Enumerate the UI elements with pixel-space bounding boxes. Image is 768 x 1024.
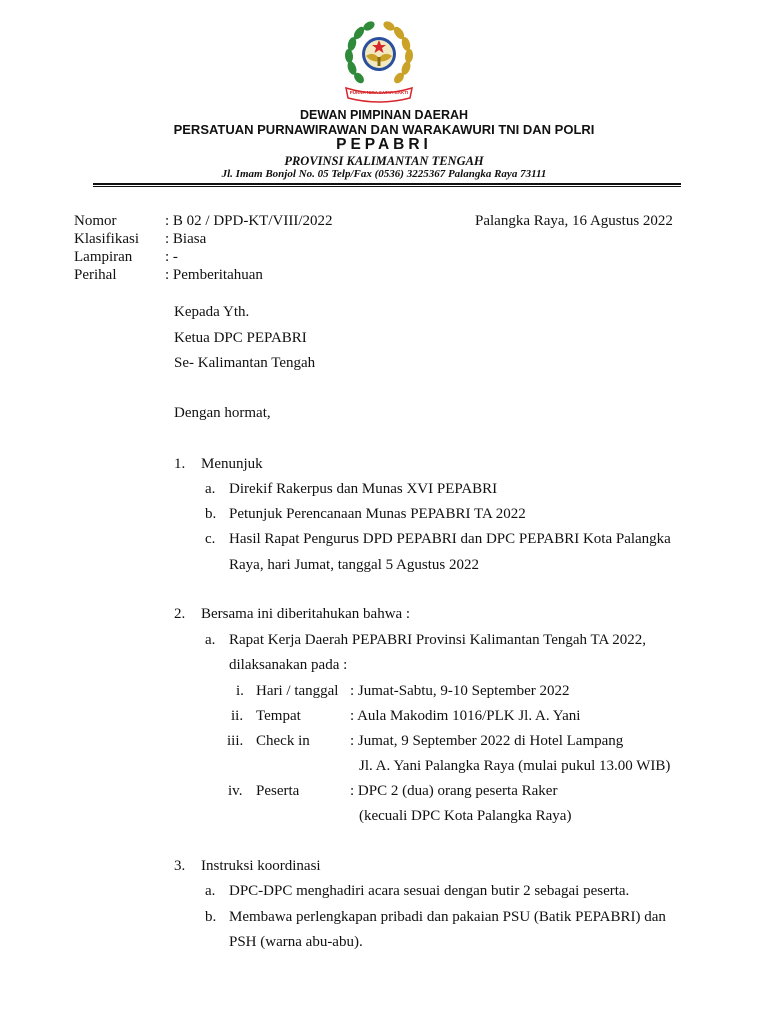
list-marker: b.	[205, 506, 217, 522]
place-date: Palangka Raya, 16 Agustus 2022	[475, 213, 673, 229]
klasifikasi-value: : Biasa	[165, 231, 207, 247]
perihal-value: : Pemberitahuan	[165, 267, 263, 283]
section-1-title: Menunjuk	[201, 456, 263, 472]
letterhead-acronym: PEPABRI	[336, 136, 432, 153]
letterhead-organization: PERSATUAN PURNAWIRAWAN DAN WARAKAWURI TNI DAN POLRI	[173, 122, 595, 137]
detail-marker: iv.	[228, 783, 243, 799]
perihal-label: Perihal	[74, 267, 117, 283]
letterhead-rule-thin	[93, 186, 681, 187]
section-2-title: Bersama ini diberitahukan bahwa :	[201, 606, 411, 622]
letterhead-council: DEWAN PIMPINAN DAERAH	[299, 108, 469, 122]
letterhead-rule-thick	[93, 183, 681, 185]
recipient-line-1: Kepada Yth.	[174, 304, 250, 320]
letterhead-address: Jl. Imam Bonjol No. 05 Telp/Fax (0536) 3225367 Palangka Raya 73111	[221, 168, 547, 180]
detail-label: Tempat	[256, 708, 301, 724]
pepabri-emblem	[338, 18, 420, 104]
detail-continuation: (kecuali DPC Kota Palangka Raya)	[359, 808, 572, 824]
list-marker: c.	[205, 531, 216, 547]
detail-marker: ii.	[231, 708, 244, 724]
lampiran-value: : -	[165, 249, 178, 265]
section-2-number: 2.	[174, 606, 186, 622]
detail-label: Peserta	[256, 783, 300, 799]
list-item-continuation: Raya, hari Jumat, tanggal 5 Agustus 2022	[229, 557, 479, 573]
detail-label: Hari / tanggal	[256, 683, 339, 699]
detail-marker: i.	[236, 683, 244, 699]
list-item: Petunjuk Perencanaan Munas PEPABRI TA 2022	[229, 506, 526, 522]
list-item: Direkif Rakerpus dan Munas XVI PEPABRI	[229, 481, 498, 497]
detail-value: : Jumat, 9 September 2022 di Hotel Lampang	[350, 733, 624, 749]
list-item: Hasil Rapat Pengurus DPD PEPABRI dan DPC PEPABRI Kota Palangka	[229, 531, 671, 547]
list-item: Membawa perlengkapan pribadi dan pakaian PSU (Batik PEPABRI) dan	[229, 909, 666, 925]
emblem-ribbon-text: PURNA NIRA SATYA BAKTI	[349, 90, 409, 95]
nomor-label: Nomor	[74, 213, 117, 229]
klasifikasi-label: Klasifikasi	[74, 231, 139, 247]
recipient-line-2: Ketua DPC PEPABRI	[174, 330, 307, 346]
list-marker: a.	[205, 883, 216, 899]
section-3-number: 3.	[174, 858, 186, 874]
list-item-continuation: dilaksanakan pada :	[229, 657, 348, 673]
list-item: DPC-DPC menghadiri acara sesuai dengan butir 2 sebagai peserta.	[229, 883, 630, 899]
detail-value: : Aula Makodim 1016/PLK Jl. A. Yani	[350, 708, 581, 724]
letterhead-province: PROVINSI KALIMANTAN TENGAH	[284, 154, 484, 168]
list-marker: a.	[205, 632, 216, 648]
recipient-line-3: Se- Kalimantan Tengah	[174, 355, 316, 371]
detail-value: : DPC 2 (dua) orang peserta Raker	[350, 783, 558, 799]
list-item: Rapat Kerja Daerah PEPABRI Provinsi Kalimantan Tengah TA 2022,	[229, 632, 646, 648]
detail-value: : Jumat-Sabtu, 9-10 September 2022	[350, 683, 570, 699]
detail-label: Check in	[256, 733, 310, 749]
detail-marker: iii.	[227, 733, 244, 749]
detail-continuation: Jl. A. Yani Palangka Raya (mulai pukul 13.00 WIB)	[359, 758, 671, 774]
section-1-number: 1.	[174, 456, 186, 472]
nomor-value: : B 02 / DPD-KT/VIII/2022	[165, 213, 333, 229]
list-marker: a.	[205, 481, 216, 497]
lampiran-label: Lampiran	[74, 249, 133, 265]
list-marker: b.	[205, 909, 217, 925]
section-3-title: Instruksi koordinasi	[201, 858, 321, 874]
list-item-continuation: PSH (warna abu-abu).	[229, 934, 363, 950]
greeting: Dengan hormat,	[174, 405, 271, 421]
